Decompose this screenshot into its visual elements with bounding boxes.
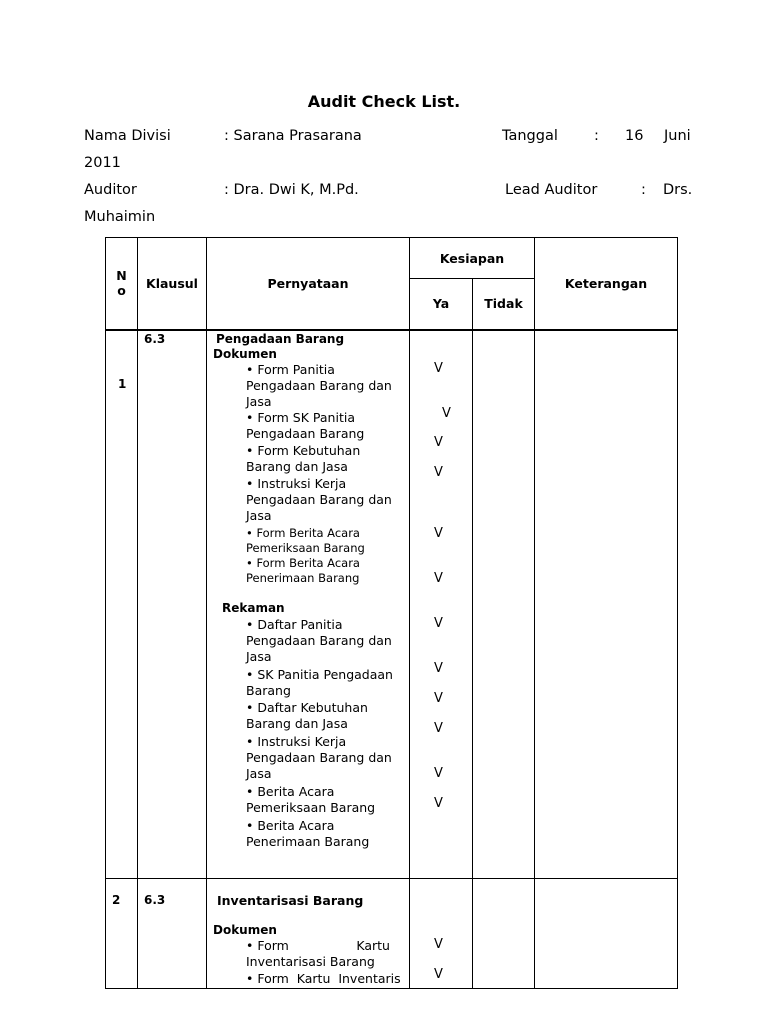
row2-tidak-cell: [473, 879, 535, 989]
row1-dokumen-label: Dokumen: [213, 346, 277, 361]
list-item: • Form Kartu Inventaris: [246, 971, 401, 986]
row1-rekaman-label: Rekaman: [222, 600, 285, 615]
row2-ya-cell: [410, 879, 473, 989]
check-mark: V: [442, 405, 451, 421]
nama-divisi-value: : Sarana Prasarana: [224, 128, 362, 144]
list-item: • Berita Acara Pemeriksaan Barang: [246, 783, 376, 815]
tanggal-day: 16: [625, 128, 644, 144]
lead-auditor-name: Muhaimin: [84, 209, 156, 225]
check-mark: V: [434, 660, 443, 676]
row2-heading: Inventarisasi Barang: [217, 893, 364, 908]
row2-no-cell: [106, 879, 138, 989]
check-mark: V: [434, 615, 443, 631]
row1-ya-cell: [410, 330, 473, 879]
lead-auditor-colon: :: [641, 182, 646, 198]
check-mark: V: [434, 795, 443, 811]
document-title: Audit Check List.: [307, 92, 461, 111]
tanggal-year: 2011: [84, 155, 121, 171]
lead-auditor-label: Lead Auditor: [505, 182, 598, 198]
check-mark: V: [434, 434, 443, 450]
col-no-header: [106, 238, 138, 330]
col-pernyataan-header: Pernyataan: [207, 238, 410, 330]
lead-auditor-title: Drs.: [663, 182, 693, 198]
row2-klausul-cell: [138, 879, 207, 989]
row2-klausul: 6.3: [144, 893, 166, 907]
row1-no: 1: [118, 376, 127, 391]
list-item: • Daftar Panitia Pengadaan Barang dan Jasa: [246, 616, 392, 664]
col-klausul-header: Klausul: [138, 238, 207, 330]
row2-dokumen-label: Dokumen: [213, 923, 277, 937]
list-item: • Form Panitia Pengadaan Barang dan Jasa: [246, 361, 392, 409]
list-item: • Form Berita Acara Pemeriksaan Barang: [246, 525, 365, 555]
nama-divisi-label: Nama Divisi: [84, 128, 171, 144]
row1-keterangan-cell: [535, 330, 678, 879]
list-item: • Berita Acara Penerimaan Barang: [246, 817, 370, 849]
auditor-value: : Dra. Dwi K, M.Pd.: [224, 182, 359, 198]
check-mark: V: [434, 464, 443, 480]
auditor-label: Auditor: [84, 182, 137, 198]
tanggal-month: Juni: [664, 128, 691, 144]
col-no-char-2: o: [117, 283, 126, 299]
col-kesiapan-header: Kesiapan: [410, 238, 535, 279]
col-tidak-header: Tidak: [473, 279, 535, 330]
row1-klausul-cell: [138, 330, 207, 879]
list-item: • Form Kebutuhan Barang dan Jasa: [246, 442, 361, 474]
list-item: • Instruksi Kerja Pengadaan Barang dan Jasa: [246, 733, 392, 781]
row1-tidak-cell: [473, 330, 535, 879]
row1-klausul: 6.3: [144, 331, 166, 346]
row1-no-cell: [106, 330, 138, 879]
check-mark: V: [434, 570, 443, 586]
col-no-char-1: N: [116, 268, 127, 284]
check-mark: V: [434, 765, 443, 781]
list-item: • Daftar Kebutuhan Barang dan Jasa: [246, 699, 368, 731]
check-mark: V: [434, 720, 443, 736]
col-keterangan-header: Keterangan: [535, 238, 678, 330]
tanggal-label: Tanggal: [502, 128, 558, 144]
list-item: • Instruksi Kerja Pengadaan Barang dan Jasa: [246, 475, 392, 523]
check-mark: V: [434, 690, 443, 706]
row2-keterangan-cell: [535, 879, 678, 989]
check-mark: V: [434, 967, 443, 982]
list-item: • Form SK Panitia Pengadaan Barang: [246, 409, 365, 441]
audit-table: [105, 237, 678, 989]
list-item: • Form Kartu Inventarisasi Barang: [246, 938, 394, 969]
check-mark: V: [434, 360, 443, 376]
check-mark: V: [434, 525, 443, 541]
col-ya-header: Ya: [410, 279, 473, 330]
check-mark: V: [434, 937, 443, 952]
row1-pernyataan-cell: [207, 330, 410, 879]
row1-heading: Pengadaan Barang: [216, 331, 345, 346]
list-item: • SK Panitia Pengadaan Barang: [246, 666, 393, 698]
list-item: • Form Berita Acara Penerimaan Barang: [246, 555, 360, 585]
row2-no: 2: [112, 893, 121, 907]
tanggal-colon: :: [594, 128, 599, 144]
row2-pernyataan-cell: [207, 879, 410, 989]
